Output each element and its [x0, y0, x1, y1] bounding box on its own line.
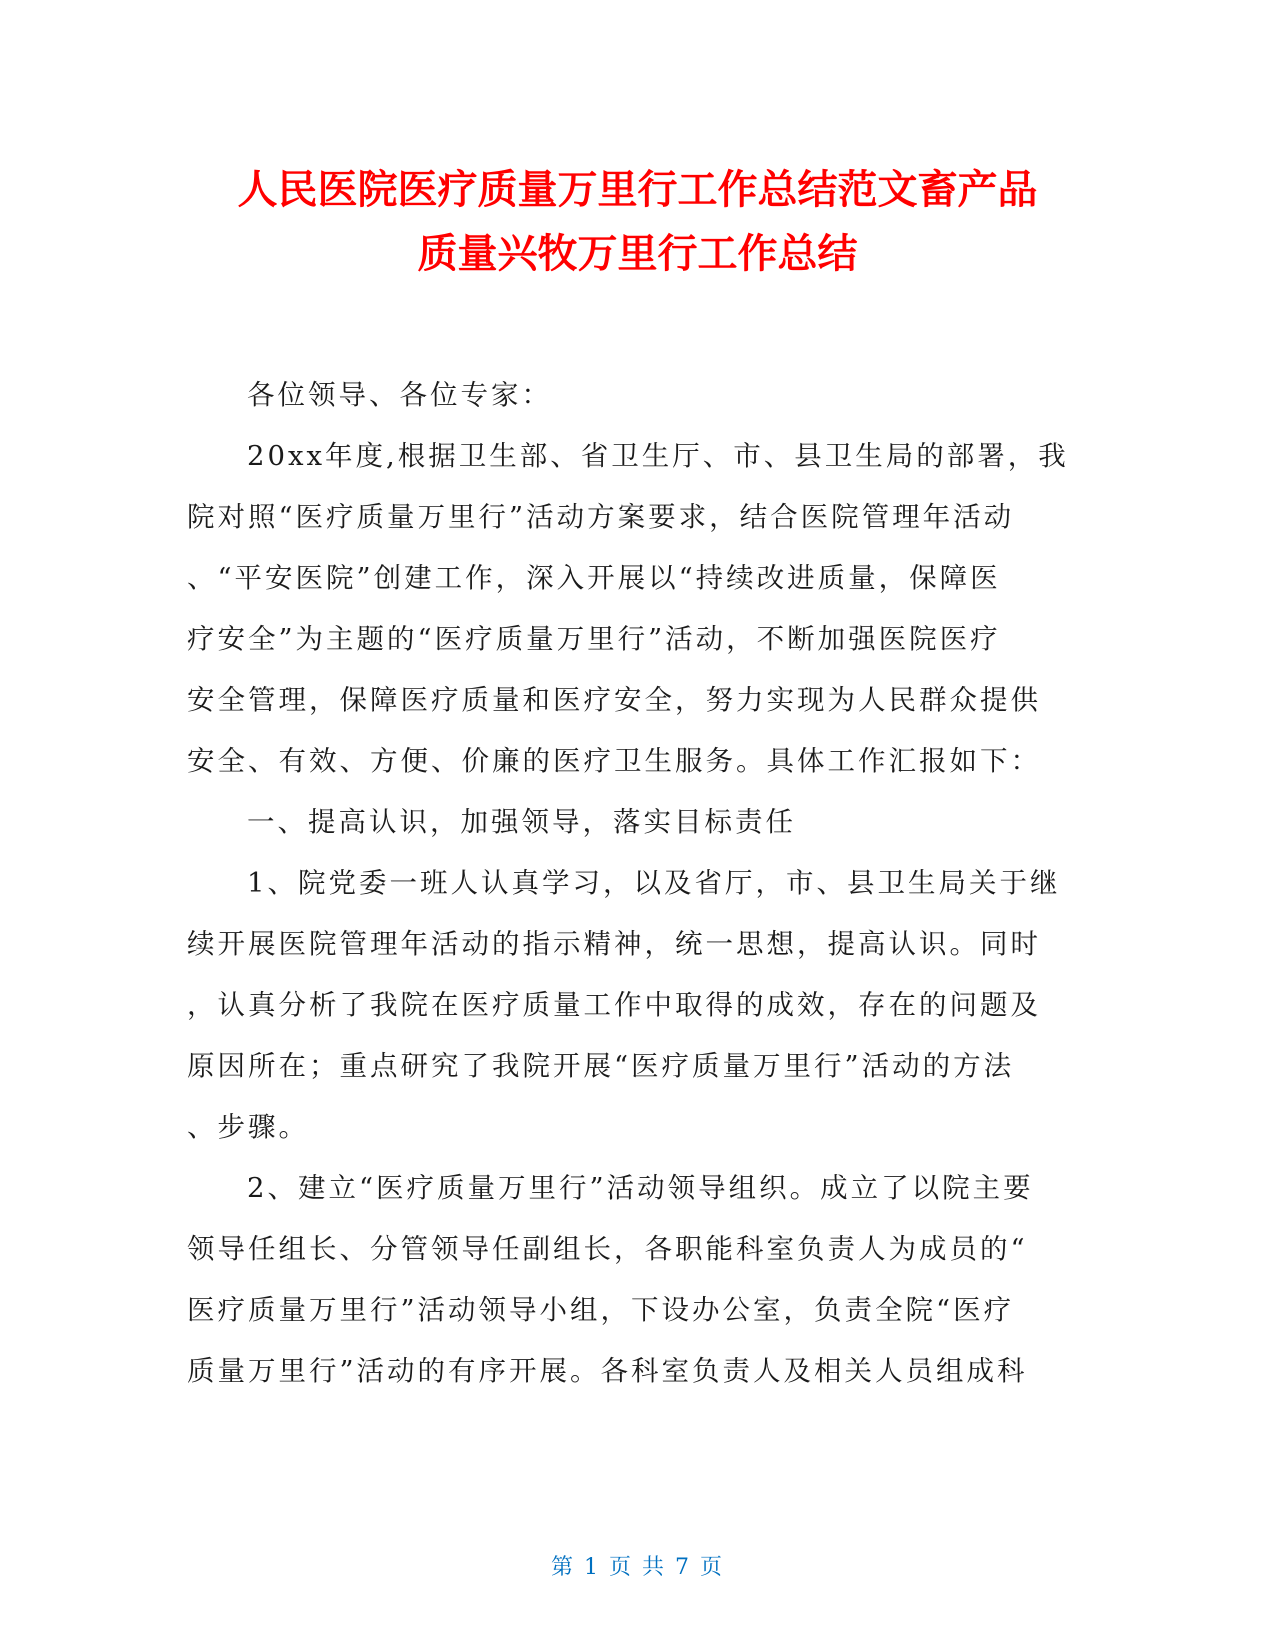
- body-line: 安全、有效、方便、价廉的医疗卫生服务。具体工作汇报如下：: [187, 745, 1041, 777]
- body-line: 、“平安医院”创建工作，深入开展以“持续改进质量，保障医: [187, 562, 1001, 594]
- body-line: 原因所在；重点研究了我院开展“医疗质量万里行”活动的方法: [187, 1050, 1015, 1082]
- body-line: 医疗质量万里行”活动领导小组，下设办公室，负责全院“医疗: [187, 1294, 1015, 1326]
- body-line: 院对照“医疗质量万里行”活动方案要求，结合医院管理年活动: [187, 501, 1015, 533]
- body-line: 各位领导、各位专家：: [247, 379, 552, 411]
- body-line: 安全管理，保障医疗质量和医疗安全，努力实现为人民群众提供: [187, 684, 1041, 716]
- title-line-1: 人民医院医疗质量万里行工作总结范文畜产品: [237, 167, 1038, 213]
- body-line: 、步骤。: [187, 1111, 309, 1143]
- page-footer: 第 1 页 共 7 页: [551, 1555, 724, 1580]
- title-line-2: 质量兴牧万里行工作总结: [417, 231, 858, 277]
- body-line: 领导任组长、分管领导任副组长，各职能科室负责人为成员的“: [187, 1233, 1028, 1265]
- body-line: ，认真分析了我院在医疗质量工作中取得的成效，存在的问题及: [187, 989, 1041, 1021]
- body-line: 一、提高认识，加强领导，落实目标责任: [247, 806, 796, 838]
- body-line: 质量万里行”活动的有序开展。各科室负责人及相关人员组成科: [187, 1355, 1028, 1387]
- body-line: 20xx年度,根据卫生部、省卫生厅、市、县卫生局的部署，我: [247, 440, 1069, 472]
- document-body: [187, 365, 1077, 1402]
- body-line: 1、院党委一班人认真学习，以及省厅，市、县卫生局关于继: [247, 867, 1061, 899]
- body-line: 续开展医院管理年活动的指示精神，统一思想，提高认识。同时: [187, 928, 1041, 960]
- body-line: 疗安全”为主题的“医疗质量万里行”活动，不断加强医院医疗: [187, 623, 1001, 655]
- body-line: 2、建立“医疗质量万里行”活动领导组织。成立了以院主要: [247, 1172, 1034, 1204]
- document-title: [130, 158, 1145, 286]
